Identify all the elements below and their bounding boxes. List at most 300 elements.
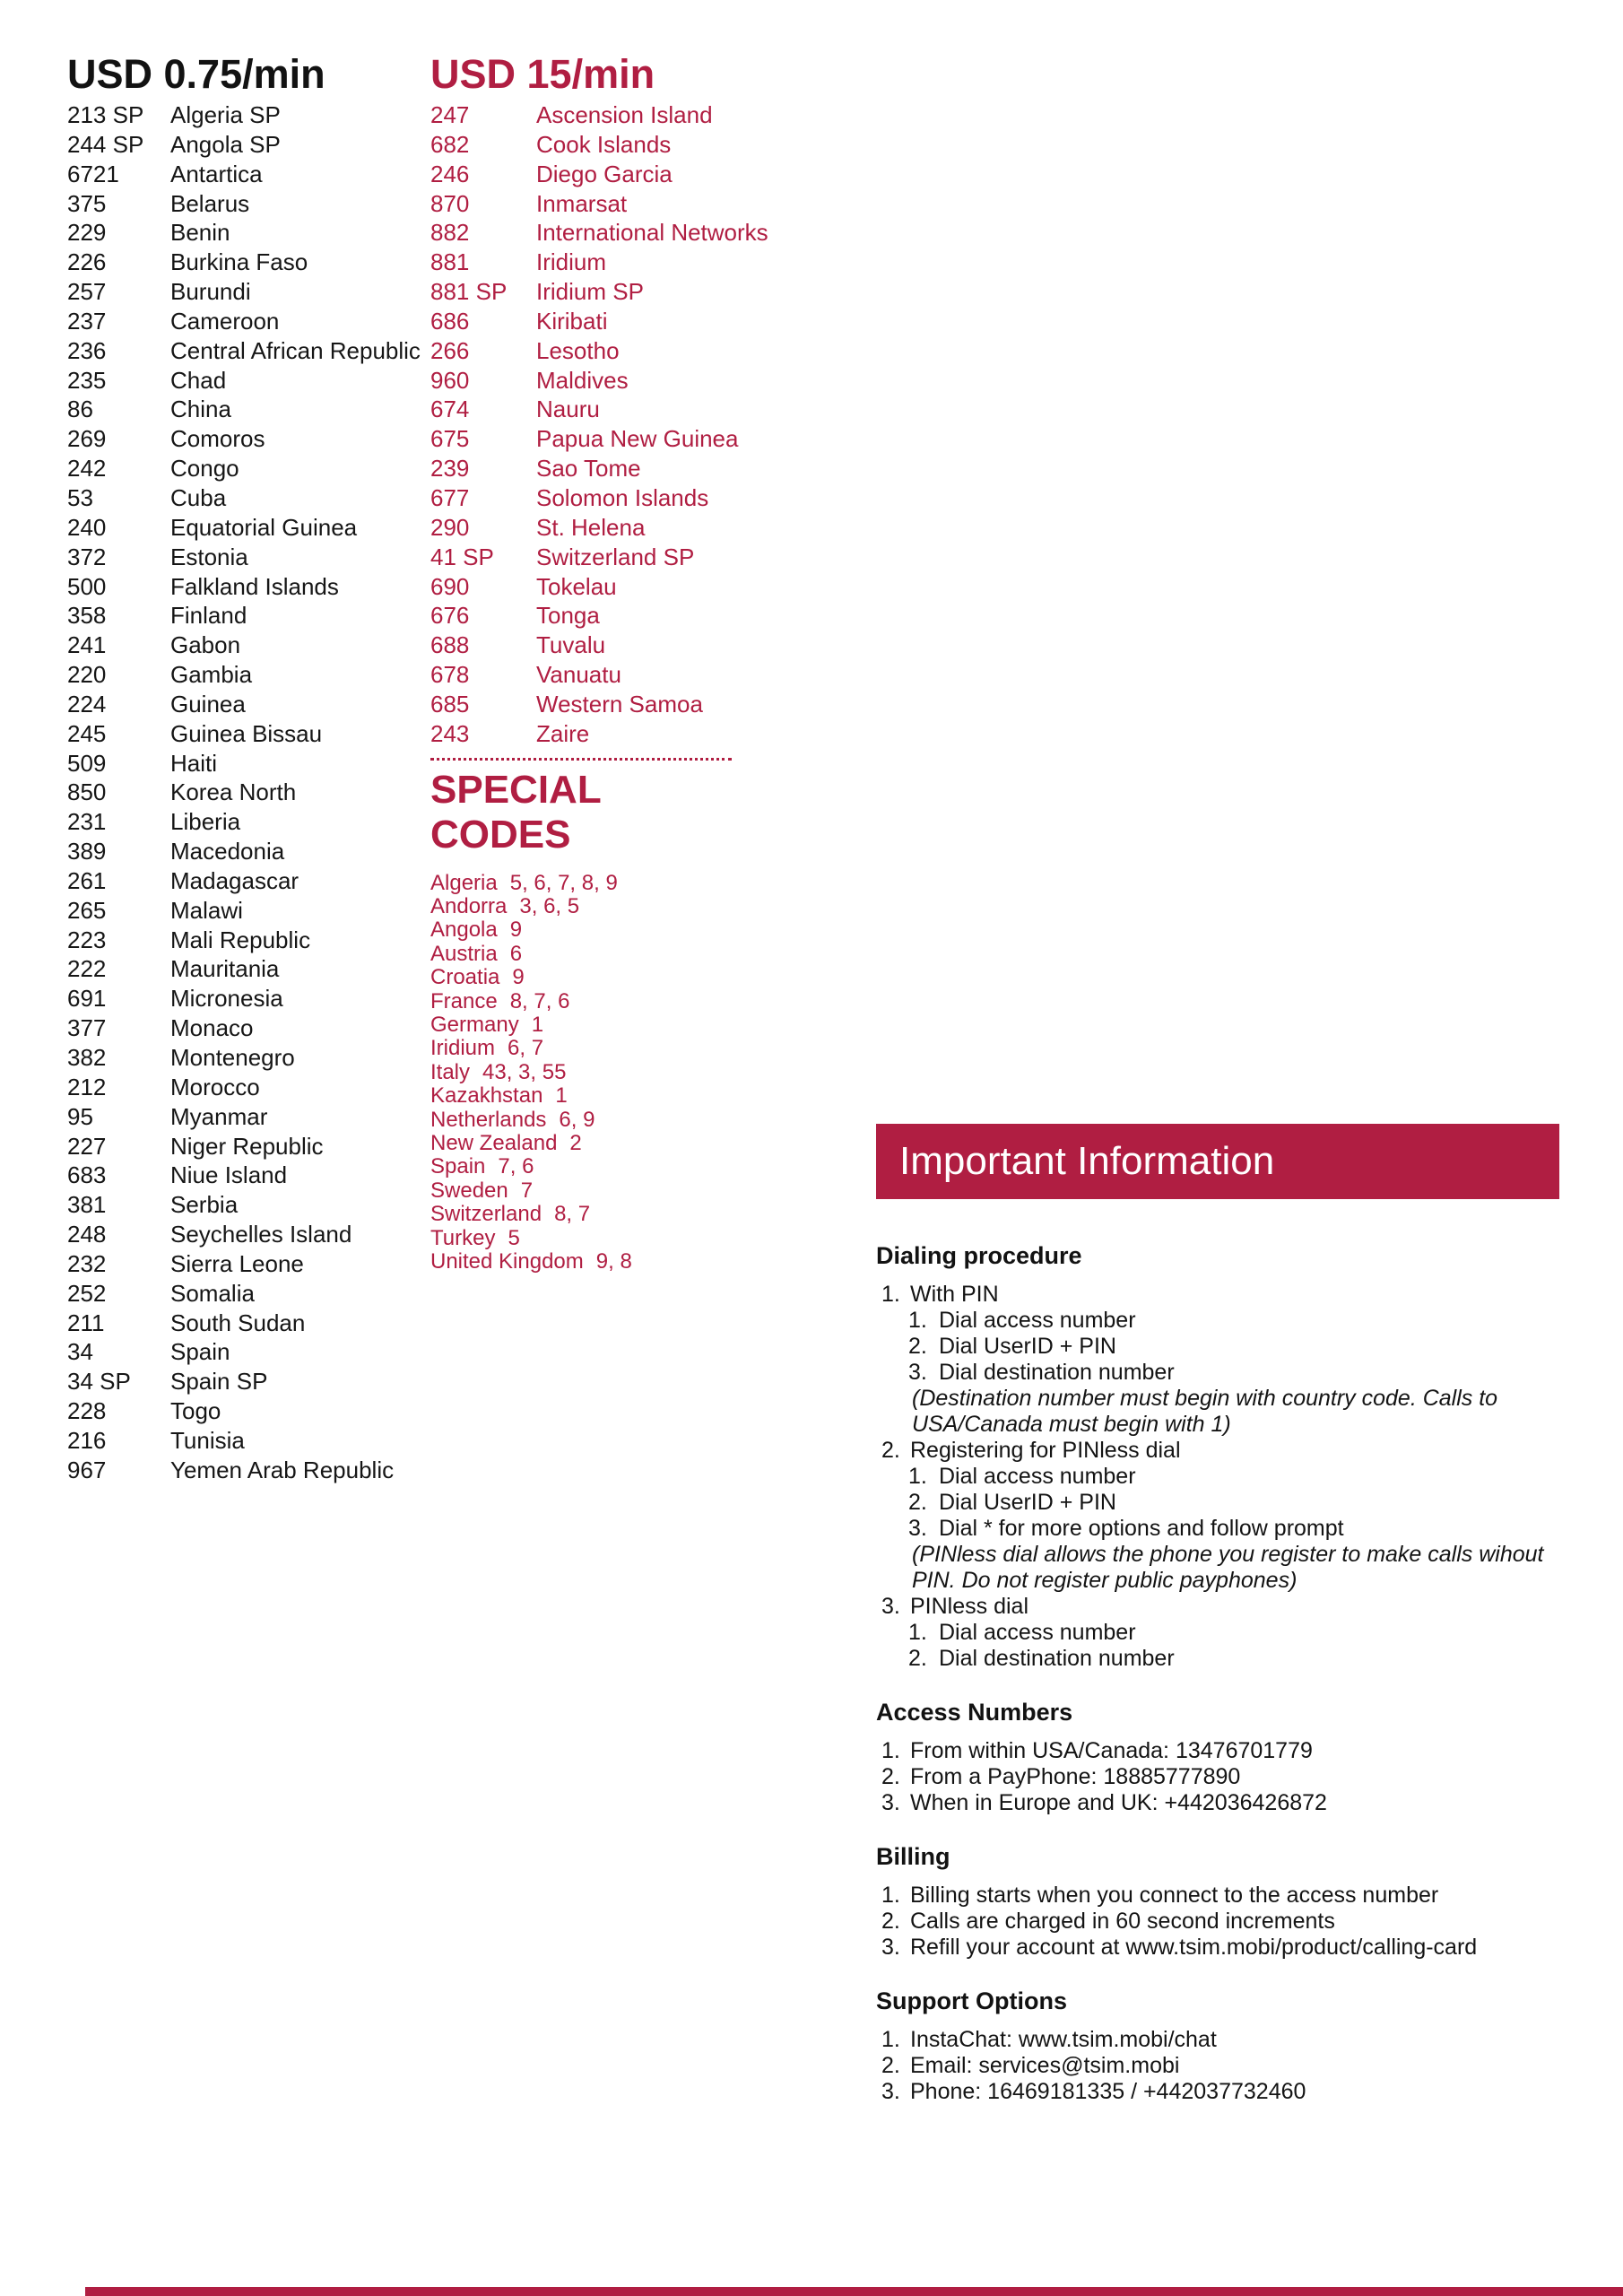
- rate-code: 881 SP: [430, 278, 508, 306]
- special-code-country: Spain: [430, 1154, 486, 1179]
- rate-row: [67, 954, 435, 984]
- special-code-row: [430, 1227, 834, 1250]
- special-code-row: [430, 1250, 834, 1274]
- list-item: [876, 2053, 1559, 2079]
- rate-country: Madagascar: [170, 866, 299, 894]
- rate-country: Liberia: [170, 808, 241, 836]
- rate-row: [67, 896, 435, 926]
- rate-country: International Networks: [536, 219, 768, 247]
- list-marker: 2.: [881, 1438, 900, 1463]
- list-item: [876, 1282, 1559, 1308]
- rate-row: [67, 1132, 435, 1161]
- rate-code: 232: [67, 1249, 107, 1277]
- rate-row: [430, 277, 834, 307]
- rate-row: [67, 513, 435, 543]
- rate-country: Burkina Faso: [170, 248, 308, 276]
- section-heading-access: Access Numbers: [876, 1699, 1073, 1726]
- rate-country: Papua New Guinea: [536, 425, 739, 453]
- important-information-banner: Important Information: [876, 1124, 1559, 1199]
- special-code-values: 43, 3, 55: [482, 1059, 567, 1084]
- rate-row: [67, 307, 435, 336]
- list-marker: 1.: [908, 1464, 927, 1489]
- special-codes-title: SPECIAL CODES: [430, 767, 601, 857]
- rate-row: [430, 543, 834, 572]
- rate-code: 389: [67, 838, 107, 865]
- special-code-row: [430, 1155, 834, 1178]
- rate-code: 247: [430, 101, 470, 128]
- rate-code: 269: [67, 425, 107, 453]
- rate-code: 34 SP: [67, 1368, 131, 1396]
- rate-country: Mali Republic: [170, 926, 311, 953]
- rate-country: Switzerland SP: [536, 543, 695, 570]
- rate-row: [430, 660, 834, 690]
- rate-country: Togo: [170, 1397, 221, 1425]
- rate-code: 683: [67, 1161, 107, 1189]
- rate-code: 265: [67, 896, 107, 924]
- rate-code: 243: [430, 719, 470, 747]
- rate-code: 213 SP: [67, 101, 144, 128]
- rate-code: 246: [430, 160, 470, 187]
- rate-country: Antartica: [170, 160, 263, 187]
- rate-row: [430, 336, 834, 366]
- rate-code: 248: [67, 1221, 107, 1248]
- rate-country: Ascension Island: [536, 101, 713, 128]
- rate-row: [67, 866, 435, 896]
- special-code-country: Andorra: [430, 893, 508, 918]
- rate-row: [430, 248, 834, 277]
- list-marker: 3.: [881, 1935, 900, 1960]
- rate-title-high: USD 15/min: [430, 51, 655, 97]
- rate-code: 678: [430, 661, 470, 689]
- rate-row: [430, 454, 834, 483]
- special-code-values: 9: [512, 965, 525, 990]
- rate-code: 6721: [67, 160, 119, 187]
- special-code-values: 1: [555, 1083, 568, 1109]
- special-code-country: Austria: [430, 941, 498, 966]
- rate-row: [67, 1249, 435, 1279]
- rate-country: Western Samoa: [536, 690, 703, 718]
- special-code-row: [430, 966, 834, 989]
- special-code-country: Turkey: [430, 1225, 496, 1250]
- special-code-values: 7, 6: [498, 1154, 534, 1179]
- rate-country: Micronesia: [170, 985, 283, 1013]
- special-code-country: Netherlands: [430, 1107, 547, 1132]
- list-text: (Destination number must begin with country code. Calls to USA/Canada must begin with 1): [912, 1386, 1498, 1437]
- rate-country: Maldives: [536, 366, 629, 394]
- important-information-panel: [876, 1124, 1559, 2105]
- special-code-country: Angola: [430, 918, 498, 943]
- rate-country: Myanmar: [170, 1102, 268, 1130]
- list-text: Dial UserID + PIN: [939, 1334, 1116, 1359]
- list-item: [876, 1764, 1559, 1790]
- rate-code: 682: [430, 130, 470, 158]
- rate-row: [430, 513, 834, 543]
- rate-row: [67, 1102, 435, 1132]
- rate-code: 691: [67, 985, 107, 1013]
- list-marker: 2.: [908, 1646, 927, 1671]
- rate-country: Falkland Islands: [170, 572, 339, 600]
- list-item: [876, 1542, 1559, 1594]
- special-code-row: [430, 872, 834, 895]
- rate-country: Lesotho: [536, 336, 620, 364]
- rate-row: [67, 1456, 435, 1485]
- list-item: [876, 1594, 1559, 1620]
- rate-country: Solomon Islands: [536, 483, 709, 511]
- rate-code: 34: [67, 1338, 93, 1366]
- special-code-row: [430, 1061, 834, 1084]
- list-marker: 2.: [881, 1764, 900, 1789]
- special-code-country: United Kingdom: [430, 1249, 584, 1274]
- list-text: Refill your account at www.tsim.mobi/product/calling-card: [910, 1935, 1478, 1960]
- list-marker: 1.: [908, 1620, 927, 1645]
- rate-country: Tuvalu: [536, 631, 606, 659]
- rate-row: [430, 719, 834, 749]
- rate-country: Guinea Bissau: [170, 719, 323, 747]
- rate-country: Belarus: [170, 189, 250, 217]
- access-numbers-list: [876, 1738, 1559, 1816]
- rate-code: 290: [430, 513, 470, 541]
- rate-row: [67, 778, 435, 807]
- list-text: Phone: 16469181335 / +442037732460: [910, 2079, 1306, 2104]
- special-code-row: [430, 990, 834, 1013]
- special-code-country: Algeria: [430, 870, 498, 895]
- rate-country: Gambia: [170, 661, 253, 689]
- rate-code: 382: [67, 1044, 107, 1071]
- list-item: [876, 1334, 1559, 1360]
- rate-row: [67, 336, 435, 366]
- special-code-country: Kazakhstan: [430, 1083, 543, 1109]
- special-code-country: Croatia: [430, 965, 500, 990]
- list-item: [876, 1464, 1559, 1490]
- rate-row: [67, 1073, 435, 1102]
- rate-country: Benin: [170, 219, 230, 247]
- rate-country: Morocco: [170, 1073, 260, 1100]
- special-code-values: 8, 7: [554, 1202, 591, 1227]
- list-text: Dial UserID + PIN: [939, 1490, 1116, 1515]
- list-text: (PINless dial allows the phone you register to make calls wihout PIN. Do not register public payphones): [912, 1542, 1544, 1593]
- rate-code: 500: [67, 572, 107, 600]
- list-text: Dial access number: [939, 1464, 1136, 1489]
- rate-country: Tunisia: [170, 1426, 245, 1454]
- rate-code: 674: [430, 396, 470, 423]
- rate-code: 381: [67, 1191, 107, 1219]
- rate-code: 372: [67, 543, 107, 570]
- special-code-row: [430, 1037, 834, 1060]
- dotted-divider: [430, 758, 732, 761]
- special-code-values: 3, 6, 5: [519, 893, 580, 918]
- list-item: [876, 1646, 1559, 1672]
- rate-country: Macedonia: [170, 838, 285, 865]
- rate-country: Tonga: [536, 602, 600, 630]
- list-item: [876, 2027, 1559, 2053]
- rate-code: 967: [67, 1456, 107, 1483]
- special-code-row: [430, 918, 834, 942]
- rate-country: Burundi: [170, 278, 251, 306]
- rate-row: [67, 1367, 435, 1396]
- rate-row: [67, 807, 435, 837]
- special-code-values: 5, 6, 7, 8, 9: [509, 870, 618, 895]
- section-heading-dialing: Dialing procedure: [876, 1242, 1082, 1269]
- list-item: [876, 1620, 1559, 1646]
- list-text: From within USA/Canada: 13476701779: [910, 1738, 1313, 1763]
- rate-country: Estonia: [170, 543, 248, 570]
- rate-country: Comoros: [170, 425, 265, 453]
- rate-country: Korea North: [170, 778, 297, 806]
- rate-column-low: [67, 50, 435, 1485]
- rate-row: [67, 424, 435, 454]
- list-marker: 3.: [881, 1594, 900, 1619]
- special-code-country: Italy: [430, 1059, 471, 1084]
- special-code-values: 1: [531, 1013, 544, 1037]
- section-heading-support: Support Options: [876, 1987, 1067, 2014]
- rate-code: 241: [67, 631, 107, 659]
- rate-country: Niger Republic: [170, 1132, 324, 1160]
- list-item: [876, 1935, 1559, 1961]
- rate-country: Yemen Arab Republic: [170, 1456, 395, 1483]
- special-code-values: 6, 9: [559, 1107, 595, 1132]
- rate-row: [67, 543, 435, 572]
- rate-code: 95: [67, 1102, 93, 1130]
- rate-table-low: [67, 100, 435, 1485]
- list-text: With PIN: [910, 1282, 999, 1307]
- special-code-row: [430, 1084, 834, 1108]
- rate-row: [67, 1161, 435, 1190]
- rate-code: 881: [430, 248, 470, 276]
- rate-code: 222: [67, 955, 107, 983]
- list-marker: 2.: [881, 1909, 900, 1934]
- rate-code: 223: [67, 926, 107, 953]
- special-code-country: New Zealand: [430, 1131, 558, 1156]
- rate-row: [67, 1220, 435, 1249]
- rate-country: Spain SP: [170, 1368, 268, 1396]
- rate-country: Malawi: [170, 896, 243, 924]
- rate-country: Finland: [170, 602, 247, 630]
- rate-row: [67, 1337, 435, 1367]
- rate-row: [430, 100, 834, 130]
- rate-country: Cameroon: [170, 307, 280, 335]
- special-code-row: [430, 1179, 834, 1203]
- list-marker: 3.: [881, 1790, 900, 1815]
- list-marker: 1.: [908, 1308, 927, 1333]
- rate-code: 212: [67, 1073, 107, 1100]
- list-item: [876, 1883, 1559, 1909]
- rate-country: Cuba: [170, 483, 227, 511]
- rate-country: Guinea: [170, 690, 246, 718]
- rate-row: [67, 218, 435, 248]
- rate-column-high: [430, 50, 834, 1274]
- rate-code: 688: [430, 631, 470, 659]
- list-marker: 2.: [908, 1490, 927, 1515]
- rate-row: [67, 631, 435, 660]
- rate-country: Haiti: [170, 749, 218, 777]
- rate-code: 227: [67, 1132, 107, 1160]
- rate-code: 257: [67, 278, 107, 306]
- list-marker: 1.: [881, 1883, 900, 1908]
- list-item: [876, 1308, 1559, 1334]
- rate-country: Nauru: [536, 396, 600, 423]
- rate-row: [430, 424, 834, 454]
- rate-row: [430, 366, 834, 396]
- rate-code: 228: [67, 1397, 107, 1425]
- list-marker: 2.: [908, 1334, 927, 1359]
- special-code-row: [430, 895, 834, 918]
- rate-country: Vanuatu: [536, 661, 621, 689]
- rate-row: [430, 631, 834, 660]
- list-marker: 3.: [908, 1360, 927, 1385]
- special-code-row: [430, 1203, 834, 1226]
- rate-row: [67, 1396, 435, 1426]
- rate-code: 86: [67, 396, 93, 423]
- rate-country: Zaire: [536, 719, 590, 747]
- list-item: [876, 1490, 1559, 1516]
- rate-row: [67, 1309, 435, 1338]
- rate-code: 240: [67, 513, 107, 541]
- rate-country: Spain: [170, 1338, 230, 1366]
- list-text: Dial destination number: [939, 1646, 1175, 1671]
- list-text: When in Europe and UK: +442036426872: [910, 1790, 1327, 1815]
- list-item: [876, 2079, 1559, 2105]
- rate-country: Iridium SP: [536, 278, 644, 306]
- special-code-values: 5: [508, 1225, 520, 1250]
- rate-country: Angola SP: [170, 130, 281, 158]
- rate-country: Iridium: [536, 248, 607, 276]
- rate-code: 509: [67, 749, 107, 777]
- section-heading-billing: Billing: [876, 1843, 950, 1870]
- rate-code: 675: [430, 425, 470, 453]
- rate-code: 960: [430, 366, 470, 394]
- rate-code: 244 SP: [67, 130, 144, 158]
- rate-country: Gabon: [170, 631, 241, 659]
- rate-country: Algeria SP: [170, 101, 281, 128]
- dialing-procedure-list: [876, 1282, 1559, 1672]
- rate-code: 229: [67, 219, 107, 247]
- rate-row: [67, 572, 435, 602]
- rate-code: 850: [67, 778, 107, 806]
- rate-country: St. Helena: [536, 513, 646, 541]
- list-text: Calls are charged in 60 second increments: [910, 1909, 1335, 1934]
- rate-country: Sierra Leone: [170, 1249, 304, 1277]
- rate-row: [67, 160, 435, 189]
- rate-country: Mauritania: [170, 955, 280, 983]
- rate-code: 266: [430, 336, 470, 364]
- list-item: [876, 1386, 1559, 1438]
- list-text: From a PayPhone: 18885777890: [910, 1764, 1241, 1789]
- rate-country: Kiribati: [536, 307, 608, 335]
- rate-code: 882: [430, 219, 470, 247]
- list-marker: 1.: [881, 1738, 900, 1763]
- rate-code: 53: [67, 483, 93, 511]
- special-code-country: France: [430, 988, 498, 1013]
- special-code-country: Iridium: [430, 1036, 496, 1061]
- rate-row: [67, 277, 435, 307]
- rate-row: [430, 130, 834, 160]
- special-code-values: 9: [509, 918, 523, 943]
- rate-row: [430, 690, 834, 719]
- rate-code: 676: [430, 602, 470, 630]
- special-code-row: [430, 1109, 834, 1132]
- rate-code: 231: [67, 808, 107, 836]
- rate-code: 686: [430, 307, 470, 335]
- list-text: Dial access number: [939, 1620, 1136, 1645]
- rate-row: [67, 454, 435, 483]
- special-code-values: 9, 8: [595, 1249, 632, 1274]
- rate-row: [67, 130, 435, 160]
- rate-row: [67, 248, 435, 277]
- rate-code: 211: [67, 1309, 105, 1336]
- rate-row: [67, 189, 435, 219]
- list-text: Email: services@tsim.mobi: [910, 2053, 1180, 2078]
- rate-country: Tokelau: [536, 572, 617, 600]
- rate-country: China: [170, 396, 231, 423]
- rate-country: Equatorial Guinea: [170, 513, 358, 541]
- rate-code: 235: [67, 366, 107, 394]
- rate-row: [430, 395, 834, 424]
- rate-country: Cook Islands: [536, 130, 672, 158]
- rate-country: Montenegro: [170, 1044, 295, 1071]
- rate-code: 870: [430, 189, 470, 217]
- rate-row: [430, 601, 834, 631]
- rate-row: [67, 601, 435, 631]
- rate-row: [430, 572, 834, 602]
- rate-code: 261: [67, 866, 107, 894]
- rate-country: Somalia: [170, 1279, 255, 1307]
- special-code-row: [430, 1132, 834, 1155]
- list-item: [876, 1909, 1559, 1935]
- list-text: Dial destination number: [939, 1360, 1175, 1385]
- rate-code: 224: [67, 690, 107, 718]
- rate-row: [67, 366, 435, 396]
- rate-code: 226: [67, 248, 107, 276]
- rate-row: [67, 837, 435, 866]
- billing-list: [876, 1883, 1559, 1961]
- rate-row: [67, 984, 435, 1013]
- special-code-values: 7: [520, 1178, 534, 1203]
- special-codes-list: [430, 872, 834, 1274]
- list-marker: 1.: [881, 1282, 900, 1307]
- rate-row: [67, 1279, 435, 1309]
- rate-code: 677: [430, 483, 470, 511]
- rate-row: [67, 926, 435, 955]
- special-code-values: 6: [509, 941, 523, 966]
- rate-row: [67, 1013, 435, 1043]
- rate-row: [67, 483, 435, 513]
- special-code-values: 2: [569, 1131, 582, 1156]
- rate-row: [67, 690, 435, 719]
- rate-country: Inmarsat: [536, 189, 628, 217]
- rate-country: South Sudan: [170, 1309, 306, 1336]
- rate-country: Diego Garcia: [536, 160, 673, 187]
- list-text: Billing starts when you connect to the access number: [910, 1883, 1439, 1908]
- special-code-country: Sweden: [430, 1178, 508, 1203]
- rate-country: Congo: [170, 455, 239, 483]
- rate-country: Chad: [170, 366, 227, 394]
- rate-table-high: [430, 100, 834, 749]
- list-item: [876, 1738, 1559, 1764]
- rate-code: 685: [430, 690, 470, 718]
- rate-code: 245: [67, 719, 107, 747]
- list-text: PINless dial: [910, 1594, 1028, 1619]
- rate-title-low: USD 0.75/min: [67, 51, 325, 97]
- list-text: Dial * for more options and follow prompt: [939, 1516, 1344, 1541]
- rate-row: [67, 1190, 435, 1220]
- list-marker: 3.: [908, 1516, 927, 1541]
- rate-code: 690: [430, 572, 470, 600]
- rate-code: 220: [67, 661, 107, 689]
- list-marker: 1.: [881, 2027, 900, 2052]
- rate-code: 375: [67, 189, 107, 217]
- list-item: [876, 1790, 1559, 1816]
- rate-country: Central African Republic: [170, 336, 421, 364]
